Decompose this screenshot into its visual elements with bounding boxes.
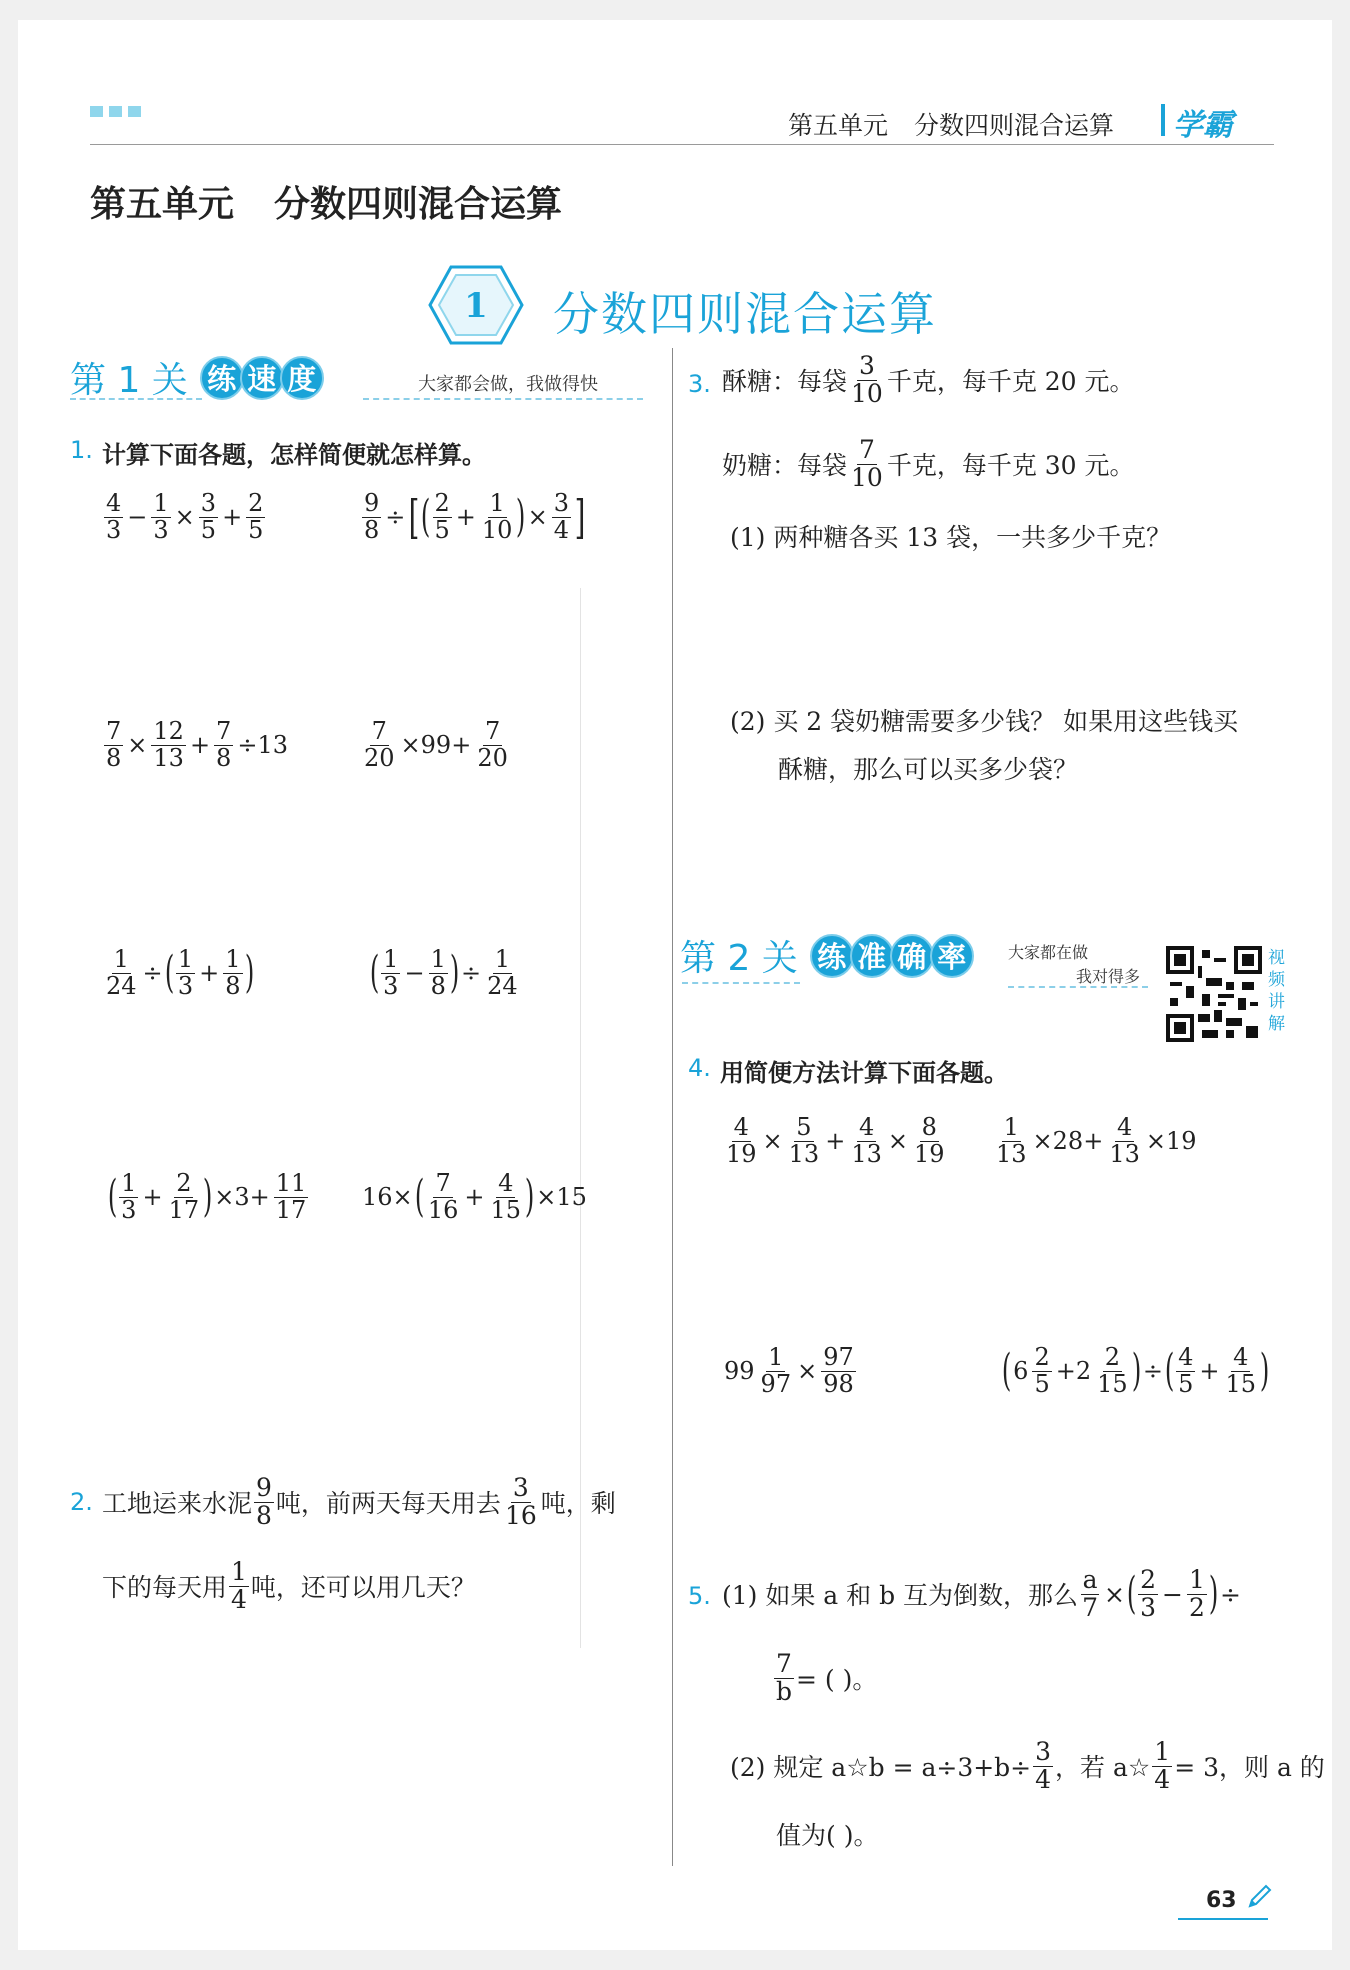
qr-code-icon[interactable] bbox=[1166, 946, 1262, 1042]
unit-title bbox=[90, 176, 562, 227]
header-unit: 第五单元 bbox=[788, 111, 889, 140]
expression: $\frac{4}{19}$ × $\frac{5}{13}$ + $\frac{4}{13}$ × $\frac{8}{19}$ bbox=[726, 1113, 945, 1168]
q5-text: ，若 a☆ bbox=[1055, 1753, 1151, 1782]
q5-text: = 3，则 a 的 bbox=[1174, 1753, 1325, 1782]
header-topic: 分数四则混合运算 bbox=[914, 111, 1115, 140]
unit-title-topic: 分数四则混合运算 bbox=[274, 184, 563, 225]
lesson-title: 分数四则混合运算 bbox=[553, 287, 937, 341]
q3-text: 酥糖：每袋 bbox=[722, 367, 848, 396]
q5-text: (2) 规定 a☆b = a÷3+b÷ bbox=[730, 1753, 1032, 1782]
header-bar bbox=[1161, 104, 1165, 136]
question-5-number: 5. bbox=[688, 1582, 711, 1610]
question-2-number: 2. bbox=[70, 1488, 93, 1516]
expression: $\frac{1}{24}$ ÷ ( $\frac{1}{3}$ + $\frac{1}{8}$ ) bbox=[106, 945, 254, 1000]
question-3-part-2-cont: 酥糖，那么可以买多少袋？ bbox=[778, 755, 1079, 784]
expression: 99 $\frac{1}{97}$ × $\frac{97}{98}$ bbox=[724, 1343, 854, 1398]
question-3-line-2: 奶糖：每袋 $\frac{7}{10}$ 千克，每千克 30 元。 bbox=[722, 435, 1135, 492]
question-3-part-2: (2) 买 2 袋奶糖需要多少钱？ 如果用这些钱买 bbox=[730, 707, 1239, 736]
question-2-line-2: 下的每天用 $\frac{1}{4}$ 吨，还可以用几天？ bbox=[102, 1557, 476, 1614]
unit-title-unit: 第五单元 bbox=[90, 184, 235, 225]
q5-text: (1) 如果 a 和 b 互为倒数，那么 bbox=[722, 1581, 1079, 1610]
level-2-dash bbox=[1008, 986, 1148, 988]
question-1-number: 1. bbox=[70, 436, 93, 464]
expression: $\frac{4}{3}$ − $\frac{1}{3}$ × $\frac{3}{5}$ + $\frac{2}{5}$ bbox=[106, 489, 264, 544]
level-1-dash bbox=[363, 398, 643, 400]
column-divider bbox=[672, 348, 673, 1866]
page-number: 63 bbox=[1206, 1888, 1237, 1913]
expression: $\frac{7}{8}$ × $\frac{12}{13}$ + $\frac{7}{8}$ ÷13 bbox=[106, 717, 288, 772]
question-2-line-1: 工地运来水泥 $\frac{9}{8}$ 吨，前两天每天用去 $\frac{3}{16}$ 吨，剩 bbox=[102, 1473, 616, 1530]
qr-label: 视频讲解 bbox=[1268, 948, 1285, 1034]
workbook-page bbox=[18, 20, 1332, 1950]
level-1-badge-char: 速 bbox=[240, 356, 284, 400]
header-decoration bbox=[90, 106, 141, 117]
level-2-header bbox=[680, 930, 970, 981]
lesson-hexagon-icon bbox=[426, 263, 526, 347]
level-1-badge-char: 练 bbox=[200, 356, 244, 400]
level-2-badge-char: 准 bbox=[850, 934, 894, 978]
level-2-label: 第 2 关 bbox=[680, 938, 798, 979]
expression: ( $\frac{1}{3}$ − $\frac{1}{8}$ ) ÷ $\frac{1}{24}$ bbox=[369, 945, 518, 1000]
q5-blank[interactable]: = ( )。 bbox=[796, 1665, 878, 1694]
level-1-label: 第 1 关 bbox=[70, 360, 188, 401]
q2-text: 吨，剩 bbox=[540, 1489, 616, 1518]
question-5-part-1-cont: $\frac{7}{b}$ = ( )。 bbox=[776, 1649, 878, 1706]
question-4-number: 4. bbox=[688, 1054, 711, 1082]
level-2-badge-char: 确 bbox=[890, 934, 934, 978]
level-1-header bbox=[70, 352, 320, 403]
q2-text: 下的每天用 bbox=[102, 1573, 228, 1602]
expression: ( $\frac{1}{3}$ + $\frac{2}{17}$ ) ×3+ $\frac{11}{17}$ bbox=[107, 1169, 307, 1224]
expression: 16× ( $\frac{7}{16}$ + $\frac{4}{15}$ ) ×15 bbox=[362, 1169, 587, 1224]
q3-text: 千克，每千克 20 元。 bbox=[886, 367, 1135, 396]
expression: $\frac{9}{8}$ ÷ [ ( $\frac{2}{5}$ + $\frac{1}{10}$ ) × $\frac{3}{4}$ ] bbox=[364, 489, 586, 544]
level-2-note: 大家都在做 bbox=[1008, 943, 1089, 962]
header-rule bbox=[90, 144, 1274, 145]
q2-text: 工地运来水泥 bbox=[102, 1489, 253, 1518]
page-number-rule bbox=[1178, 1918, 1268, 1920]
question-5-part-2: (2) 规定 a☆b = a÷3+b÷ $\frac{3}{4}$ ，若 a☆ $\frac{1}{4}$ = 3，则 a 的 bbox=[730, 1737, 1325, 1794]
level-1-dash bbox=[70, 398, 202, 400]
q2-text: 吨，前两天每天用去 bbox=[275, 1489, 501, 1518]
running-header bbox=[788, 106, 1114, 142]
question-4-text: 用简便方法计算下面各题。 bbox=[720, 1059, 1008, 1087]
q2-text: 吨，还可以用几天？ bbox=[250, 1573, 476, 1602]
question-3-part-1: (1) 两种糖各买 13 袋，一共多少千克？ bbox=[730, 523, 1172, 552]
level-1-note: 大家都会做，我做得快 bbox=[418, 374, 598, 395]
expression: ( 6 $\frac{2}{5}$ +2 $\frac{2}{15}$ ) ÷ ( $\frac{4}{5}$ + $\frac{4}{15}$ ) bbox=[1001, 1343, 1270, 1398]
level-2-note: 我对得多 bbox=[1076, 967, 1141, 986]
q5-blank[interactable]: 值为( )。 bbox=[776, 1821, 879, 1850]
q3-text: 奶糖：每袋 bbox=[722, 451, 848, 480]
question-3-number: 3. bbox=[688, 370, 711, 398]
lesson-number: 1 bbox=[464, 286, 488, 326]
expression: $\frac{7}{20}$ ×99+ $\frac{7}{20}$ bbox=[364, 717, 508, 772]
level-2-dash bbox=[682, 982, 800, 984]
level-2-badge-char: 练 bbox=[810, 934, 854, 978]
question-3-line-1: 酥糖：每袋 $\frac{3}{10}$ 千克，每千克 20 元。 bbox=[722, 351, 1135, 408]
brand-logo: 学霸 bbox=[1173, 108, 1233, 143]
level-1-badge-char: 度 bbox=[280, 356, 324, 400]
question-5-part-1: (1) 如果 a 和 b 互为倒数，那么 $\frac{a}{7}$ × ( $\frac{2}{3}$ − $\frac{1}{2}$ ) ÷ bbox=[722, 1565, 1241, 1622]
pencil-icon bbox=[1244, 1882, 1274, 1912]
level-2-badge-char: 率 bbox=[930, 934, 974, 978]
q3-text: 千克，每千克 30 元。 bbox=[886, 451, 1135, 480]
expression: $\frac{1}{13}$ ×28+ $\frac{4}{13}$ ×19 bbox=[996, 1113, 1197, 1168]
question-1-text: 计算下面各题，怎样简便就怎样算。 bbox=[102, 441, 486, 469]
